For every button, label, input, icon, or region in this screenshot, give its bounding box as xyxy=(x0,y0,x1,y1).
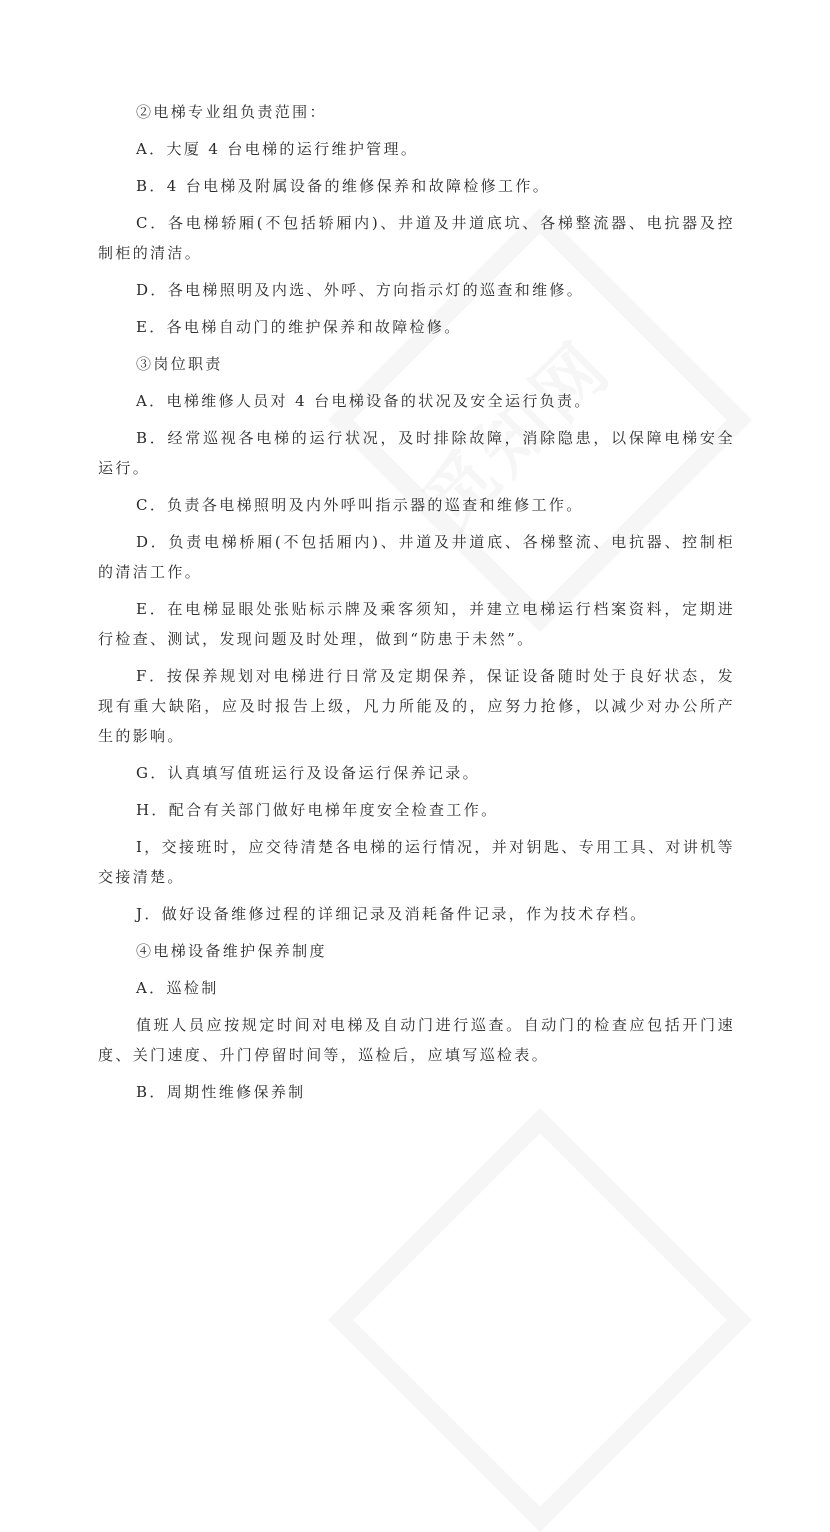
list-item: C．负责各电梯照明及内外呼叫指示器的巡查和维修工作。 xyxy=(136,496,584,514)
section-heading-3: ③岗位职责 xyxy=(136,355,223,373)
list-item: D．负责电梯桥厢(不包括厢内)、井道及井道底、各梯整流、电抗器、控制柜的清洁工作。 xyxy=(98,533,735,581)
subsection-heading: A．巡检制 xyxy=(136,979,219,997)
list-item: I，交接班时，应交待清楚各电梯的运行情况，并对钥匙、专用工具、对讲机等交接清楚。 xyxy=(98,838,735,886)
list-item: B．4 台电梯及附属设备的维修保养和故障检修工作。 xyxy=(136,177,551,195)
subsection-heading: B．周期性维修保养制 xyxy=(136,1083,306,1101)
list-item: F．按保养规划对电梯进行日常及定期保养，保证设备随时处于良好状态，发现有重大缺陷，应及时报告上级，凡力所能及的，应努力抢修，以减少对办公所产生的影响。 xyxy=(98,667,735,745)
list-item: J．做好设备维修过程的详细记录及消耗备件记录，作为技术存档。 xyxy=(136,905,648,923)
list-item: A．电梯维修人员对 4 台电梯设备的状况及安全运行负责。 xyxy=(136,392,592,410)
list-item: G．认真填写值班运行及设备运行保养记录。 xyxy=(136,764,480,782)
list-item: H．配合有关部门做好电梯年度安全检查工作。 xyxy=(136,801,499,819)
list-item: A．大厦 4 台电梯的运行维护管理。 xyxy=(136,140,419,158)
document-page xyxy=(98,97,735,1114)
list-item: B．经常巡视各电梯的运行状况，及时排除故障，消除隐患，以保障电梯安全运行。 xyxy=(98,429,735,477)
list-item: E．在电梯显眼处张贴标示牌及乘客须知，并建立电梯运行档案资料，定期进行检查、测试，发现问题及时处理，做到“防患于未然”。 xyxy=(98,600,735,648)
section-heading-2: ②电梯专业组负责范围： xyxy=(136,103,327,121)
body-paragraph: 值班人员应按规定时间对电梯及自动门进行巡查。自动门的检查应包括开门速度、关门速度、升门停留时间等，巡检后，应填写巡检表。 xyxy=(98,1016,735,1064)
list-item: C．各电梯轿厢(不包括轿厢内)、井道及井道底坑、各梯整流器、电抗器及控制柜的清洁。 xyxy=(98,214,735,262)
watermark-diamond-shape xyxy=(328,1108,752,1532)
section-heading-4: ④电梯设备维护保养制度 xyxy=(136,942,327,960)
list-item: E．各电梯自动门的维护保养和故障检修。 xyxy=(136,318,462,336)
watermark-bottom xyxy=(330,1110,750,1530)
list-item: D．各电梯照明及内选、外呼、方向指示灯的巡查和维修。 xyxy=(136,281,585,299)
